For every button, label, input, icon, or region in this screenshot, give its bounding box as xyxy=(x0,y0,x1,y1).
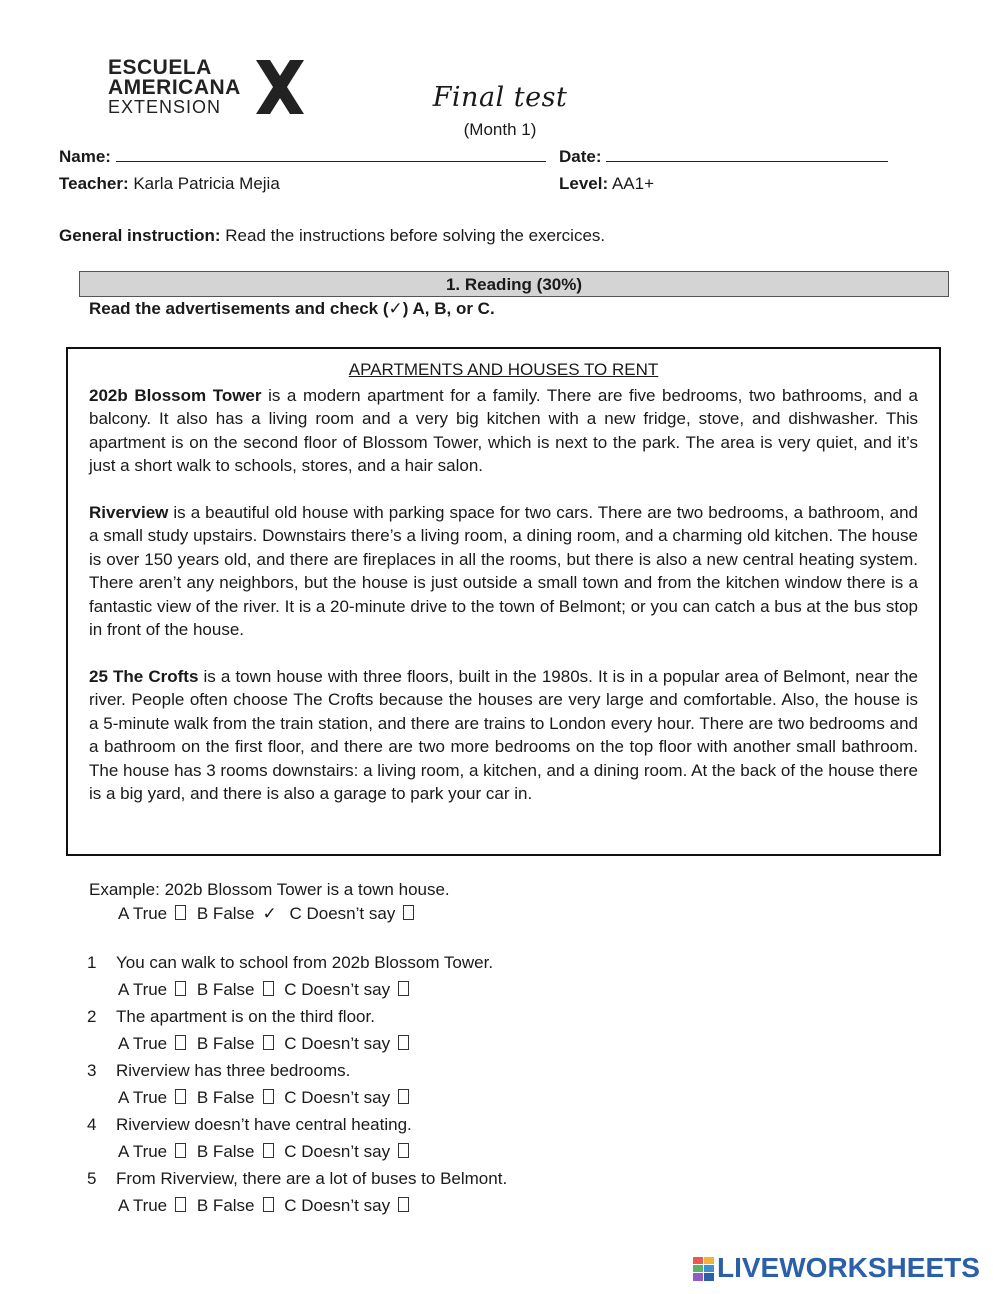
name-field[interactable] xyxy=(116,147,546,162)
liveworksheets-blocks-icon xyxy=(692,1256,716,1282)
option-false-label: B False xyxy=(196,1196,255,1215)
option-false-checkbox[interactable] xyxy=(263,1035,274,1050)
question-number: 2 xyxy=(87,1007,97,1026)
teacher-label: Teacher: xyxy=(59,174,129,193)
option-doesnt-say-label: C Doesn’t say xyxy=(289,904,396,923)
paragraph-the-crofts xyxy=(89,665,918,805)
question-2-options xyxy=(118,1034,415,1054)
question-4 xyxy=(87,1115,412,1135)
option-true-label: A True xyxy=(118,1088,168,1107)
check-mark-icon: ✓ xyxy=(262,904,277,923)
page-subtitle: (Month 1) xyxy=(463,120,537,139)
option-false-label: B False xyxy=(196,1088,255,1107)
paragraph-name: Riverview xyxy=(89,503,169,522)
logo-line-1: ESCUELA xyxy=(108,56,212,79)
level-row xyxy=(559,174,654,194)
date-label: Date: xyxy=(559,147,602,166)
option-false-checkbox[interactable] xyxy=(263,1197,274,1212)
option-doesnt-say-checkbox[interactable] xyxy=(398,1143,409,1158)
option-true-label: A True xyxy=(118,1196,168,1215)
option-doesnt-say-checkbox[interactable] xyxy=(398,1197,409,1212)
option-true-checkbox[interactable] xyxy=(175,1035,186,1050)
option-true-label: A True xyxy=(118,1142,168,1161)
name-label: Name: xyxy=(59,147,111,166)
question-text: From Riverview, there are a lot of buses to Belmont. xyxy=(116,1169,508,1188)
question-text: Riverview doesn’t have central heating. xyxy=(116,1115,412,1134)
paragraph-text: is a modern apartment for a family. There are five bedrooms, two bathrooms, and a balcony. It also has a living room and a very big kitchen with a new fridge, stove, and dishwasher. This apartment is on the second floor of Blossom Tower, which is next to the park. The area is very quiet, and it’s just a short walk to schools, stores, and a hair salon. xyxy=(89,386,918,476)
question-5 xyxy=(87,1169,507,1189)
option-doesnt-say-label: C Doesn’t say xyxy=(284,1034,391,1053)
paragraph-text: is a town house with three floors, built in the 1980s. It is in a popular area of Belmont, near the river. People often choose The Crofts because the houses are very large and comfortable. Also, the house is a 5-minute walk from the train station, and there are trains to London every hour. There are two bedrooms and a bathroom on the first floor, and there are two more bedrooms on the top floor with another small bathroom. The house has 3 rooms downstairs: a living room, a kitchen, and a dining room. At the back of the house there is a big yard, and there is also a garage to park your car in. xyxy=(89,667,919,804)
general-instruction xyxy=(59,226,605,246)
teacher-value: Karla Patricia Mejia xyxy=(133,174,280,193)
name-row xyxy=(59,147,546,167)
teacher-row xyxy=(59,174,280,194)
option-false-label: B False xyxy=(196,1034,255,1053)
paragraph-name: 202b Blossom Tower xyxy=(89,386,262,405)
question-3 xyxy=(87,1061,350,1081)
option-doesnt-say-checkbox[interactable] xyxy=(398,1089,409,1104)
option-false-label: B False xyxy=(196,980,255,999)
option-false-checkbox[interactable] xyxy=(263,981,274,996)
passage-title: APARTMENTS AND HOUSES TO RENT xyxy=(348,360,659,379)
liveworksheets-brand-text: LIVEWORKSHEETS xyxy=(717,1252,980,1283)
option-doesnt-say-label: C Doesn’t say xyxy=(284,1196,391,1215)
section-heading: 1. Reading (30%) xyxy=(79,271,949,297)
question-number: 1 xyxy=(87,953,97,972)
option-true-label: A True xyxy=(118,980,168,999)
option-true-checkbox xyxy=(175,905,186,920)
paragraph-riverview xyxy=(89,501,918,641)
option-true-checkbox[interactable] xyxy=(175,1143,186,1158)
instruction-text: Read the instructions before solving the exercices. xyxy=(225,226,606,245)
paragraph-name: 25 The Crofts xyxy=(89,667,199,686)
level-value: AA1+ xyxy=(611,174,654,193)
instruction-label: General instruction: xyxy=(59,226,221,245)
option-false-label: B False xyxy=(196,1142,255,1161)
question-4-options xyxy=(118,1142,415,1162)
example-question: Example: 202b Blossom Tower is a town house. xyxy=(89,880,450,899)
option-doesnt-say-label: C Doesn’t say xyxy=(284,1088,391,1107)
logo-line-3: EXTENSION xyxy=(108,97,222,117)
option-doesnt-say-label: C Doesn’t say xyxy=(284,1142,391,1161)
paragraph-blossom-tower xyxy=(89,384,918,478)
date-field[interactable] xyxy=(606,147,888,162)
question-number: 5 xyxy=(87,1169,97,1188)
option-doesnt-say-checkbox[interactable] xyxy=(398,1035,409,1050)
page-title: Final test xyxy=(432,82,568,113)
paragraph-text: is a beautiful old house with parking space for two cars. There are two bedrooms, a bathroom, and a small study upstairs. Downstairs there’s a living room, a dining room, and a charming old kitchen. The house is over 150 years old, and there are fireplaces in all the rooms, but there is also a new central heating system. There aren’t any neighbors, but the house is just outside a small town and from the kitchen window there is a fantastic view of the river. It is a 20-minute drive to the town of Belmont; or you can catch a bus at the bus stop in front of the house. xyxy=(89,503,918,640)
option-true-checkbox[interactable] xyxy=(175,1089,186,1104)
option-true-checkbox[interactable] xyxy=(175,1197,186,1212)
option-doesnt-say-checkbox xyxy=(403,905,414,920)
option-true-checkbox[interactable] xyxy=(175,981,186,996)
option-true-label: A True xyxy=(118,904,168,923)
level-label: Level: xyxy=(559,174,609,193)
option-false-checkbox[interactable] xyxy=(263,1089,274,1104)
option-doesnt-say-label: C Doesn’t say xyxy=(284,980,391,999)
question-5-options xyxy=(118,1196,415,1216)
liveworksheets-logo[interactable] xyxy=(692,1254,992,1284)
question-text: The apartment is on the third floor. xyxy=(116,1007,375,1026)
question-number: 4 xyxy=(87,1115,97,1134)
question-1-options xyxy=(118,980,415,1000)
question-1 xyxy=(87,953,493,973)
section-instruction: Read the advertisements and check (✓) A, B, or C. xyxy=(89,299,495,318)
option-false-label: B False xyxy=(196,904,255,923)
option-doesnt-say-checkbox[interactable] xyxy=(398,981,409,996)
question-2 xyxy=(87,1007,375,1027)
date-row xyxy=(559,147,888,167)
question-text: Riverview has three bedrooms. xyxy=(116,1061,351,1080)
question-3-options xyxy=(118,1088,415,1108)
option-false-checkbox[interactable] xyxy=(263,1143,274,1158)
question-number: 3 xyxy=(87,1061,97,1080)
example-options xyxy=(118,904,420,924)
logo-line-2: AMERICANA xyxy=(108,76,241,99)
question-text: You can walk to school from 202b Blossom Tower. xyxy=(116,953,494,972)
option-true-label: A True xyxy=(118,1034,168,1053)
